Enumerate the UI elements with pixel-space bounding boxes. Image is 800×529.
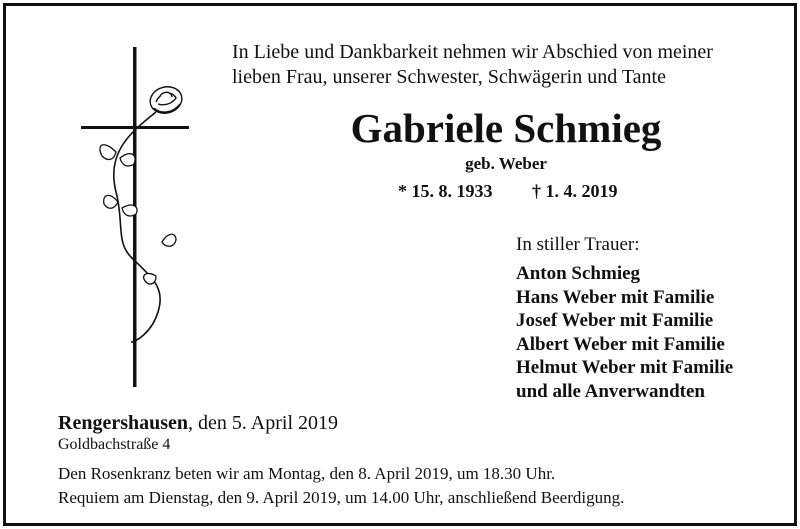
intro-line-2: lieben Frau, unserer Schwester, Schwägerin und Tante <box>232 66 666 88</box>
intro-line-1: In Liebe und Dankbarkeit nehmen wir Abschied von meiner <box>232 41 713 63</box>
place-and-date <box>58 412 338 435</box>
cross-with-rose-icon <box>76 42 206 392</box>
list-item: Hans Weber mit Familie <box>516 286 715 308</box>
notice-date: , den 5. April 2019 <box>188 412 339 434</box>
street-address: Goldbachstraße 4 <box>58 436 171 453</box>
mourning-heading: In stiller Trauer: <box>516 234 640 255</box>
list-item: Albert Weber mit Familie <box>516 333 725 355</box>
requiem-info: Requiem am Dienstag, den 9. April 2019, um 14.00 Uhr, anschließend Beerdigung. <box>58 488 625 507</box>
intro-text <box>232 40 772 90</box>
maiden-name: geb. Weber <box>465 154 547 173</box>
birth-date: * 15. 8. 1933 <box>398 181 493 201</box>
death-date: † 1. 4. 2019 <box>532 181 618 201</box>
place-name: Rengershausen <box>58 412 189 434</box>
list-item: Anton Schmieg <box>516 263 641 284</box>
rosary-info: Den Rosenkranz beten wir am Montag, den 8. April 2019, um 18.30 Uhr. <box>58 464 556 483</box>
obituary-notice <box>3 3 797 526</box>
mourners-list <box>516 262 733 403</box>
list-item: und alle Anverwandten <box>516 380 705 402</box>
list-item: Josef Weber mit Familie <box>516 310 714 331</box>
deceased-name: Gabriele Schmieg <box>350 105 662 151</box>
service-info <box>58 462 624 510</box>
list-item: Helmut Weber mit Familie <box>516 357 734 378</box>
